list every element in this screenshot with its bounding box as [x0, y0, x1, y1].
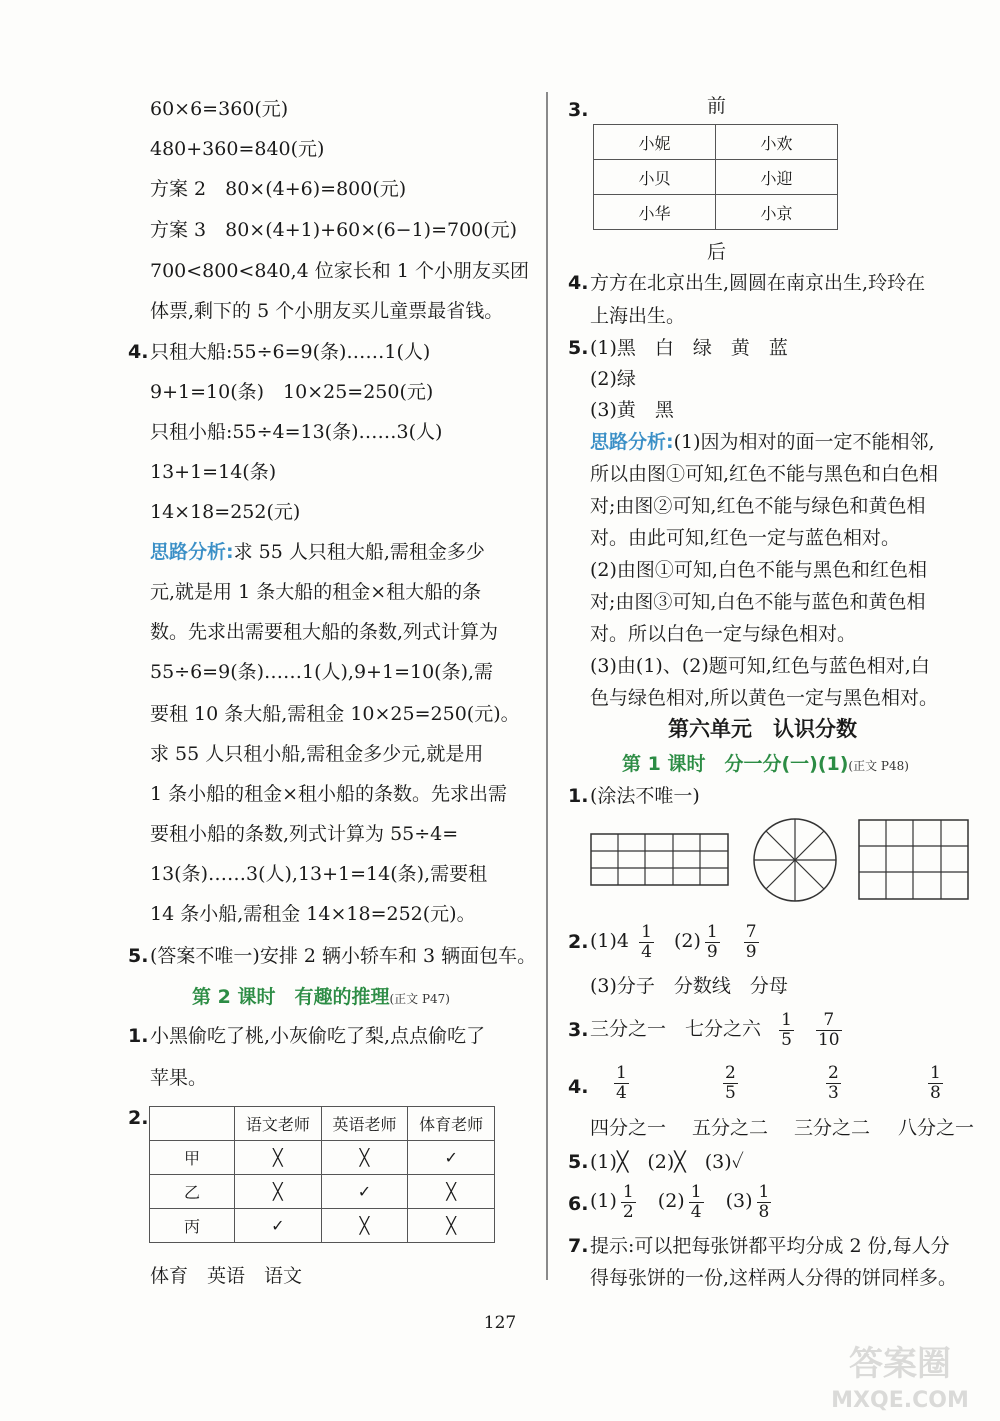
lesson-heading — [622, 750, 909, 780]
seat-table — [593, 124, 838, 230]
calc-line: 60×6=360(元) — [150, 98, 289, 120]
lesson-title: 第 1 课时 分一分(一)(1) — [622, 753, 849, 775]
fraction — [816, 1011, 842, 1050]
answer-line: (2)绿 — [590, 368, 636, 390]
fraction-word: 三分之二 — [794, 1117, 871, 1139]
question-number: 7. — [568, 1235, 589, 1257]
answer-line — [590, 1178, 775, 1224]
answer-line — [590, 918, 763, 964]
table-cell: 小妮 — [594, 125, 716, 160]
column-divider — [546, 92, 548, 1280]
calc-line: 只租小船:55÷4=13(条)……3(人) — [150, 421, 443, 443]
answer-part: (3) — [725, 1190, 753, 1212]
fraction — [826, 1064, 841, 1103]
answer-line: 方方在北京出生,圆圆在南京出生,玲玲在 — [590, 272, 926, 294]
calc-line: 14×18=252(元) — [150, 501, 301, 523]
analysis-line: 要租 10 条大船,需租金 10×25=250(元)。 — [150, 703, 520, 725]
fraction — [689, 1183, 704, 1222]
numerator: 1 — [616, 1063, 627, 1083]
analysis-line — [150, 538, 485, 566]
table-row — [594, 195, 838, 230]
numerator: 2 — [828, 1063, 839, 1083]
page-number: 127 — [483, 1313, 517, 1333]
analysis-text: (1)因为相对的面一定不能相邻, — [673, 431, 935, 453]
analysis-line: 色与绿色相对,所以黄色一定与黑色相对。 — [590, 687, 939, 709]
analysis-label: 思路分析: — [150, 541, 234, 563]
numerator: 1 — [758, 1181, 770, 1202]
answer-line: 得每张饼的一份,这样两人分得的饼同样多。 — [590, 1267, 958, 1289]
lesson-title: 第 2 课时 有趣的推理 — [192, 986, 390, 1008]
answer-line: (1)╳ (2)╳ (3)✓ — [590, 1151, 744, 1173]
calc-line: 13+1=14(条) — [150, 461, 277, 483]
denominator: 9 — [706, 941, 718, 962]
question-number: 3. — [568, 99, 589, 121]
numerator: 1 — [690, 1181, 702, 1202]
table-cell: 小华 — [594, 195, 716, 230]
calc-line: 480+360=840(元) — [150, 138, 325, 160]
fraction — [723, 1064, 738, 1103]
table-row — [594, 160, 838, 195]
answer-line: 小黑偷吃了桃,小灰偷吃了梨,点点偷吃了 — [150, 1025, 486, 1047]
fraction-word: 四分之一 — [590, 1117, 667, 1139]
table-cell: ╳ — [321, 1209, 408, 1243]
analysis-line: 求 55 人只租小船,需租金多少元,就是用 — [150, 743, 484, 765]
answer-part: (1) — [590, 1190, 617, 1212]
analysis-line: (2)由图①可知,白色不能与黑色和红色相 — [590, 559, 927, 581]
calc-line: 方案 2 80×(4+6)=800(元) — [150, 178, 407, 200]
question-number: 2. — [128, 1107, 149, 1129]
fraction-word: 八分之一 — [898, 1117, 975, 1139]
unit-title: 第六单元 认识分数 — [668, 717, 857, 741]
denominator: 8 — [758, 1201, 770, 1222]
analysis-text: 求 55 人只租大船,需租金多少 — [233, 541, 485, 563]
answer-line: (答案不唯一)安排 2 辆小轿车和 3 辆面包车。 — [150, 945, 537, 967]
question-number: 4. — [568, 272, 589, 294]
answer-line: 上海出生。 — [590, 305, 686, 327]
analysis-line: 对;由图②可知,红色不能与绿色和黄色相 — [590, 495, 926, 517]
denominator: 5 — [725, 1083, 736, 1103]
lesson-ref: (正文 P47) — [389, 992, 450, 1006]
denominator: 8 — [930, 1083, 941, 1103]
analysis-line: 1 条小船的租金×租小船的条数。先求出需 — [150, 783, 508, 805]
fraction — [614, 1064, 629, 1103]
question-number: 1. — [128, 1025, 149, 1047]
analysis-line: 对。由此可知,红色一定与蓝色相对。 — [590, 527, 901, 549]
fraction-word: 五分之二 — [692, 1117, 769, 1139]
denominator: 10 — [817, 1029, 840, 1050]
watermark-text: 答案圈 — [849, 1344, 951, 1384]
table-cell: ╳ — [235, 1175, 322, 1209]
numerator: 1 — [930, 1063, 941, 1083]
denominator: 3 — [828, 1083, 839, 1103]
denominator: 4 — [641, 941, 652, 962]
analysis-line: 55÷6=9(条)……1(人),9+1=10(条),需 — [150, 661, 494, 683]
table-cell: 乙 — [150, 1175, 235, 1209]
answer-line: (3)分子 分数线 分母 — [590, 975, 788, 997]
numerator: 7 — [816, 1011, 842, 1031]
answer-line — [590, 1006, 846, 1052]
analysis-line: 对。所以白色一定与绿色相对。 — [590, 623, 857, 645]
answer-line: 体育 英语 语文 — [150, 1265, 303, 1287]
calc-line: 方案 3 80×(4+1)+60×(6−1)=700(元) — [150, 219, 518, 241]
answer-part: (2) — [673, 930, 701, 952]
table-cell: 小京 — [716, 195, 838, 230]
question-number: 4. — [128, 341, 149, 363]
table-header-row — [150, 1107, 495, 1141]
question-number: 4. — [568, 1076, 589, 1098]
answer-part: (2) — [657, 1190, 685, 1212]
table-row — [150, 1141, 495, 1175]
denominator: 4 — [616, 1083, 627, 1103]
question-number: 5. — [128, 945, 149, 967]
table-cell: 小欢 — [716, 125, 838, 160]
answer-line: 提示:可以把每张饼都平均分成 2 份,每人分 — [590, 1235, 950, 1257]
table-cell: ✓ — [235, 1209, 322, 1243]
analysis-line: 13(条)……3(人),13+1=14(条),需要租 — [150, 863, 488, 885]
fraction — [744, 923, 759, 962]
table-cell: ✓ — [321, 1175, 408, 1209]
denominator: 2 — [622, 1201, 634, 1222]
question-number: 2. — [568, 931, 589, 953]
denominator: 4 — [690, 1201, 702, 1222]
table-header: 语文老师 — [235, 1107, 322, 1141]
denominator: 9 — [745, 941, 757, 962]
fraction — [757, 1183, 772, 1222]
table-cell: ✓ — [408, 1141, 495, 1175]
numerator: 1 — [622, 1181, 634, 1202]
analysis-line — [590, 428, 935, 456]
lesson-heading — [192, 983, 450, 1013]
table-row — [150, 1175, 495, 1209]
table-cell: ╳ — [321, 1141, 408, 1175]
analysis-line: 对;由图③可知,白色不能与蓝色和黄色相 — [590, 591, 926, 613]
numerator: 1 — [706, 921, 718, 942]
back-label: 后 — [707, 241, 727, 263]
calc-line: 只租大船:55÷6=9(条)……1(人) — [150, 341, 431, 363]
question-number: 5. — [568, 1151, 589, 1173]
table-row — [150, 1209, 495, 1243]
table-cell: 甲 — [150, 1141, 235, 1175]
table-cell: 丙 — [150, 1209, 235, 1243]
analysis-line: 14 条小船,需租金 14×18=252(元)。 — [150, 903, 476, 925]
teacher-table — [149, 1106, 495, 1243]
table-cell: ╳ — [235, 1141, 322, 1175]
fraction — [621, 1183, 636, 1222]
table-cell: ╳ — [408, 1209, 495, 1243]
fraction — [639, 923, 654, 962]
analysis-line: 所以由图①可知,红色不能与黑色和白色相 — [590, 463, 939, 485]
watermark-url: MXQE.COM — [831, 1388, 969, 1413]
question-number: 6. — [568, 1193, 589, 1215]
denominator: 5 — [781, 1029, 792, 1050]
watermark-logo — [820, 1335, 980, 1415]
analysis-line: (3)由(1)、(2)题可知,红色与蓝色相对,白 — [590, 655, 930, 677]
answer-line: 苹果。 — [150, 1067, 208, 1089]
question-number: 1. — [568, 785, 589, 807]
answer-part: 三分之一 七分之六 — [590, 1018, 762, 1040]
table-header — [150, 1107, 235, 1141]
table-header: 英语老师 — [321, 1107, 408, 1141]
lesson-ref: (正文 P48) — [848, 759, 909, 773]
analysis-label: 思路分析: — [590, 431, 674, 453]
circle-8-parts-figure — [752, 817, 838, 903]
question-number: 5. — [568, 337, 589, 359]
answer-part: (1)4 — [590, 930, 630, 952]
rectangle-10-parts-figure — [590, 833, 730, 887]
analysis-line: 要租小船的条数,列式计算为 55÷4= — [150, 823, 459, 845]
table-cell: 小迎 — [716, 160, 838, 195]
analysis-line: 元,就是用 1 条大船的租金×租大船的条 — [150, 581, 482, 603]
answer-line: (涂法不唯一) — [590, 785, 700, 807]
calc-line: 9+1=10(条) 10×25=250(元) — [150, 381, 434, 403]
question-number: 3. — [568, 1019, 589, 1041]
answer-line: (1)黑 白 绿 黄 蓝 — [590, 337, 788, 359]
table-cell: 小贝 — [594, 160, 716, 195]
analysis-line: 数。先求出需要租大船的条数,列式计算为 — [150, 621, 499, 643]
fraction — [928, 1064, 943, 1103]
grid-12-parts-figure — [858, 819, 970, 901]
numerator: 2 — [725, 1063, 736, 1083]
table-row — [594, 125, 838, 160]
fraction — [705, 923, 720, 962]
numerator: 1 — [781, 1009, 792, 1030]
text-line: 700<800<840,4 位家长和 1 个小朋友买团 — [150, 260, 529, 282]
table-cell: ╳ — [408, 1175, 495, 1209]
front-label: 前 — [707, 95, 727, 117]
answer-line: (3)黄 黑 — [590, 399, 674, 421]
numerator: 1 — [641, 921, 652, 942]
fraction — [779, 1011, 794, 1050]
table-header: 体育老师 — [408, 1107, 495, 1141]
text-line: 体票,剩下的 5 个小朋友买儿童票最省钱。 — [150, 300, 504, 322]
numerator: 7 — [745, 921, 757, 942]
